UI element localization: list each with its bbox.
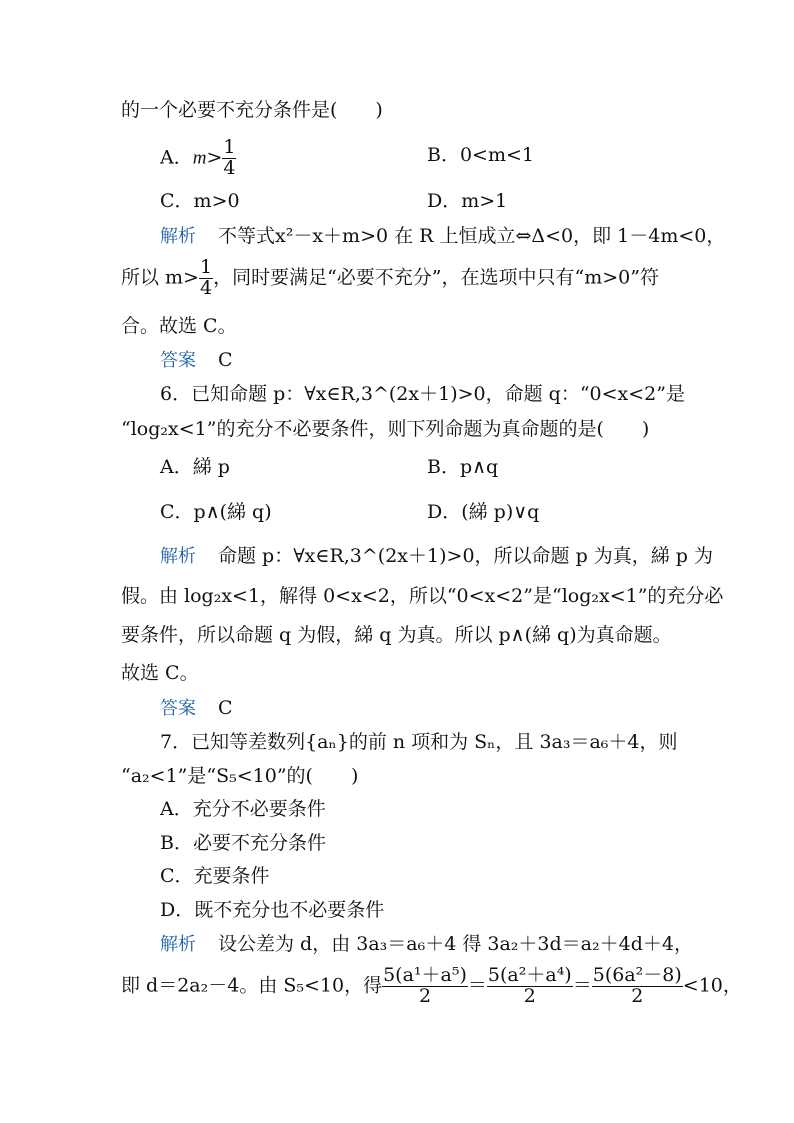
q5-option-c [160,192,240,211]
q7-fraction-2 [487,966,573,1007]
q6-analysis-line-2: 假。由 log₂x<1，解得 0<x<2，所以“0<x<2”是“log₂x<1”的充分必 [121,585,724,607]
q7-option-b: B．必要不充分条件 [160,832,326,854]
q6-analysis-line-3: 要条件，所以命题 q 为假，綈 q 为真。所以 p∧(綈 q)为真命题。 [121,624,672,646]
q5-option-a-gt: > [206,146,223,169]
q5-answer [160,351,233,370]
q5-option-d-label: D． [427,190,462,212]
q5-analysis-num: 1 [199,256,213,278]
q7-option-a: A．充分不必要条件 [160,798,326,820]
q5-analysis-den: 4 [199,276,213,299]
q7-option-c: C．充要条件 [160,865,270,887]
q5-analysis-line-3: 合。故选 C。 [121,315,237,337]
q5-option-a-var: m [192,147,207,169]
q5-option-b-text: 0<m<1 [459,144,535,166]
q5-analysis-text-1: 不等式x²－x＋m>0 在 R 上恒成立⇔Δ<0，即 1－4m<0， [218,225,726,247]
q5-answer-value: C [218,349,233,371]
q7-stem-line-1: 7．已知等差数列{aₙ}的前 n 项和为 Sₙ，且 3a₃＝a₆＋4，则 [160,731,678,753]
q7-analysis-line-1 [160,935,693,954]
q5-analysis-line-2 [121,258,659,299]
q7-fraction-2-den: 2 [523,984,536,1007]
q5-option-a-num: 1 [223,136,236,158]
q5-option-b [427,146,534,165]
q5-option-c-text: m>0 [193,190,240,212]
q5-option-a-den: 4 [223,156,236,179]
q5-option-b-label: B． [427,144,460,166]
q6-analysis-label: 解析 [160,546,196,567]
q6-answer-value: C [218,697,233,719]
q7-fraction-3 [592,966,683,1007]
q7-analysis-line-2 [121,966,742,1007]
q5-analysis-line-1 [160,227,725,246]
q6-option-a: A．綈 p [160,456,230,478]
q5-option-c-label: C． [160,190,194,212]
q7-fraction-2-num: 5(a²＋a⁴) [487,964,572,986]
q5-option-a-fraction [222,138,236,179]
q6-analysis-line-4: 故选 C。 [121,662,199,684]
q7-fraction-3-num: 5(6a²－8) [592,964,682,986]
q5-option-a-label: A． [160,146,193,169]
q6-option-d: D．(綈 p)∨q [427,501,540,523]
q7-fraction-1-den: 2 [418,984,432,1007]
q7-stem-line-2: “a₂<1”是“S₅<10”的( ) [121,765,359,787]
q6-option-c: C．p∧(綈 q) [160,501,272,523]
q5-answer-label: 答案 [160,350,196,371]
q6-analysis-line-1 [160,547,713,566]
q5-analysis-label: 解析 [160,226,196,247]
q5-option-d-text: m>1 [461,190,508,212]
intro-line: 的一个必要不充分条件是( ) [121,99,383,121]
q6-option-b: B．p∧q [427,456,499,478]
q7-analysis-text-1: 设公差为 d，由 3a₃＝a₆＋4 得 3a₂＋3d＝a₂＋4d＋4， [218,933,693,955]
q7-equals-1: ＝ [467,974,487,997]
q5-analysis-text-2b: ，同时要满足“必要不充分”，在选项中只有“m>0”符 [213,266,659,289]
q7-fraction-1 [382,966,468,1007]
q5-analysis-text-2a: 所以 m> [121,266,199,289]
q6-answer-label: 答案 [160,698,196,719]
q6-analysis-text-1: 命题 p：∀x∈R,3^(2x＋1)>0，所以命题 p 为真，綈 p 为 [218,545,714,567]
q6-stem-line-2: “log₂x<1”的充分不必要条件，则下列命题为真命题的是( ) [121,418,650,440]
q5-option-a [160,138,236,179]
q7-equals-2: ＝ [572,974,592,997]
q5-analysis-fraction [199,258,213,299]
q7-fraction-3-den: 2 [631,984,644,1007]
q7-analysis-label: 解析 [160,934,196,955]
q7-option-d: D．既不充分也不必要条件 [160,899,385,921]
q7-analysis-text-2a: 即 d＝2a₂－4。由 S₅<10，得 [121,974,383,997]
q6-stem-line-1: 6．已知命题 p：∀x∈R,3^(2x＋1)>0，命题 q：“0<x<2”是 [160,383,685,405]
q7-analysis-text-2b: <10， [682,974,742,997]
q7-fraction-1-num: 5(a¹＋a⁵) [383,964,467,986]
q6-answer [160,699,233,718]
q5-option-d [427,192,507,211]
